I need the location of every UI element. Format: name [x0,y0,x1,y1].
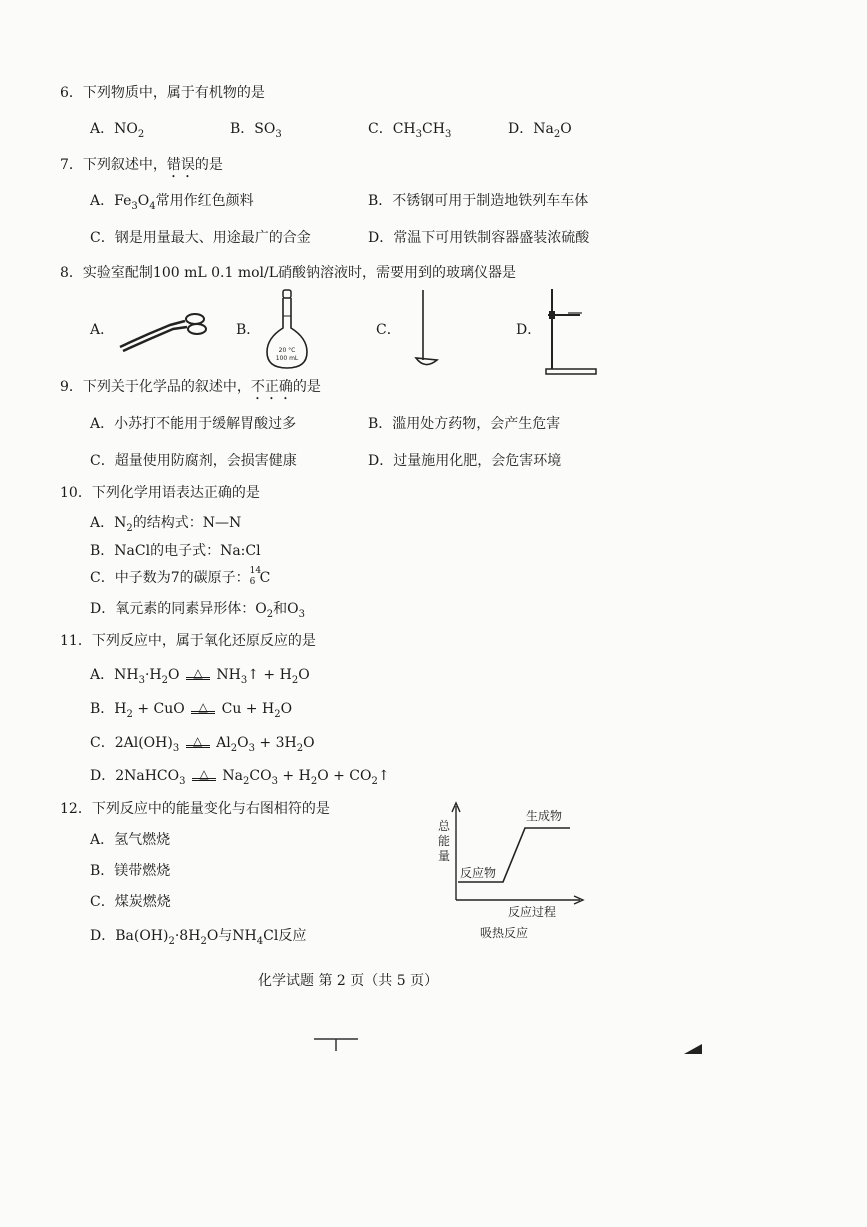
q10-option-d: D．氧元素的同素异形体：$O_2$和$O_3$ [90,601,305,620]
flask-temp-label: 20 °C [278,347,296,354]
flask-volume-label: 100 mL [275,355,299,362]
q12-option-d: D．$Ba(OH)_2\cdot 8H_2O$与$NH_4Cl$反应 [90,928,307,947]
q9-stem: 9．下列关于化学品的叙述中，不正确的是 [60,379,321,395]
y-axis-label-1: 总 [438,819,451,833]
q12-option-a: A．氢气燃烧 [90,832,171,848]
q10-stem: 10．下列化学用语表达正确的是 [60,485,260,501]
q9-option-d: D．过量施用化肥，会危害环境 [368,453,562,469]
iron-stand-icon [540,285,600,377]
q10-option-a: A．$N_2$的结构式：N—N [90,515,242,534]
q8-option-c-label: C． [376,322,401,338]
energy-diagram [430,800,590,945]
q9-option-b: B．滥用处方药物，会产生危害 [368,416,561,432]
product-label: 生成物 [526,809,563,823]
heat-equals-sign: △ [184,663,212,683]
q7-option-c: C．钢是用量最大、用途最广的合金 [90,230,311,246]
q7-stem: 7．下列叙述中，错误的是 [60,157,223,173]
q9-option-a: A．小苏打不能用于缓解胃酸过多 [90,416,297,432]
diagram-caption: 吸热反应 [480,926,529,940]
heat-equals-sign: △ [189,697,217,717]
q6-option-b: B．$SO_3$ [230,121,282,140]
q10-option-c: C．中子数为7的碳原子： 14 6 C [90,566,271,587]
q11-stem: 11．下列反应中，属于氧化还原反应的是 [60,633,316,649]
q6-stem: 6．下列物质中，属于有机物的是 [60,85,265,101]
q9-option-c: C．超量使用防腐剂，会损害健康 [90,453,297,469]
crucible-tongs-icon [115,305,210,355]
y-axis-label-3: 量 [438,849,451,863]
q11-option-b: B．$H_2$ + CuO △ $Cu + H_2O$ [90,699,292,719]
heat-equals-sign: △ [190,764,218,784]
reactant-label: 反应物 [460,866,497,880]
q12-option-b: B．镁带燃烧 [90,863,171,879]
q8-stem: 8．实验室配制100 mL 0.1 mol/L硝酸钠溶液时，需要用到的玻璃仪器是 [60,265,517,281]
x-axis-label: 反应过程 [508,905,557,919]
heat-equals-sign: △ [184,731,212,751]
q12-stem: 12．下列反应中的能量变化与右图相符的是 [60,801,330,817]
medicine-spoon-icon [405,288,445,373]
q7-option-a: A．$Fe_3O_4$常用作红色颜料 [90,193,254,212]
q11-option-a: A．$NH_3\cdot H_2O$ △ $NH_3↑ + H_2O$ [90,665,310,685]
volumetric-flask-icon [262,288,312,373]
q7-option-b: B．不锈钢可用于制造地铁列车车体 [368,193,589,209]
q7-option-d: D．常温下可用铁制容器盛装浓硫酸 [368,230,590,246]
q11-option-c: C．$2Al(OH)_3$ △ $Al_2O_3 + 3H_2O$ [90,733,315,753]
q11-option-d: D．2NaHCO$_3$ △ $Na_2CO_3 + H_2O$ + $CO_2↑$ [90,766,390,786]
scan-mark [312,1035,362,1055]
q8-option-d-label: D． [516,322,542,338]
q10-option-b: B．NaCl的电子式：Na:Cl [90,543,261,559]
q8-option-b-label: B． [236,322,261,338]
q8-option-a-label: A． [90,322,115,338]
q6-option-d: D．$Na_2O$ [508,121,572,140]
y-axis-label-2: 能 [438,834,451,848]
page-footer: 化学试题 第 2 页（共 5 页） [258,973,439,989]
corner-mark [682,1040,704,1056]
q12-option-c: C．煤炭燃烧 [90,894,171,910]
q6-option-a: A．$NO_2$ [90,121,145,140]
q6-option-c: C．$CH_3CH_3$ [368,121,452,140]
